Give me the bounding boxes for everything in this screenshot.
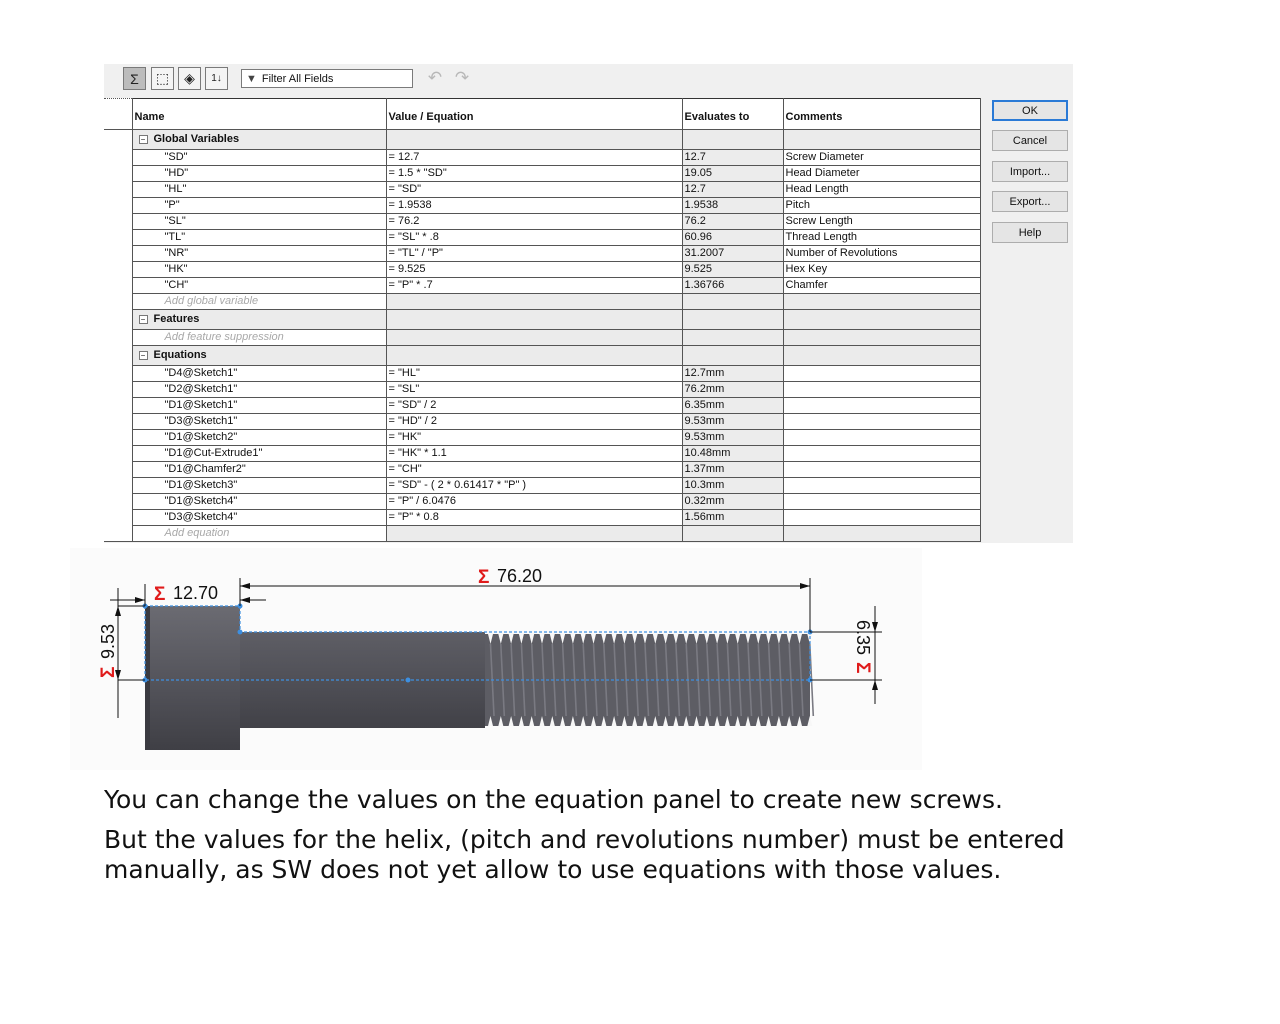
sigma-icon: Σ [478,567,490,588]
variable-comment[interactable]: Head Length [783,182,980,198]
equation-comment[interactable] [783,494,980,510]
variable-eval: 31.2007 [682,246,783,262]
table-row[interactable] [104,446,980,462]
table-row[interactable] [104,366,980,382]
equation-name[interactable]: "D1@Cut-Extrude1" [132,446,386,462]
variable-value[interactable]: = 1.9538 [386,198,682,214]
equation-comment[interactable] [783,510,980,526]
equation-value[interactable]: = "P" * 0.8 [386,510,682,526]
equation-eval: 1.37mm [682,462,783,478]
equation-eval: 76.2mm [682,382,783,398]
table-row[interactable] [104,166,980,182]
caption-line-1: You can change the values on the equation panel to create new screws. [104,785,1003,814]
row-gutter [104,99,132,130]
equation-name[interactable]: "D2@Sketch1" [132,382,386,398]
variable-comment[interactable]: Head Diameter [783,166,980,182]
variable-value[interactable]: = 76.2 [386,214,682,230]
variable-eval: 12.7 [682,182,783,198]
variable-value[interactable]: = "P" * .7 [386,278,682,294]
header-row [104,99,980,130]
variable-name[interactable]: "SL" [132,214,386,230]
add-equation-input[interactable]: Add equation [132,526,386,542]
variable-name[interactable]: "HK" [132,262,386,278]
equation-eval: 0.32mm [682,494,783,510]
group-equations[interactable] [104,346,980,366]
table-row[interactable] [104,382,980,398]
table-row[interactable] [104,198,980,214]
equation-value[interactable]: = "HL" [386,366,682,382]
equation-value[interactable]: = "CH" [386,462,682,478]
cancel-button[interactable]: Cancel [992,130,1068,151]
sigma-icon: Σ [154,584,166,605]
add-global-variable-row[interactable] [104,294,980,310]
caption-line-3: manually, as SW does not yet allow to use equations with those values. [104,855,1002,884]
table-row[interactable] [104,494,980,510]
group-label: Global Variables [153,133,240,145]
equation-comment[interactable] [783,446,980,462]
equation-name[interactable]: "D3@Sketch4" [132,510,386,526]
equation-eval: 10.48mm [682,446,783,462]
equation-value[interactable]: = "HK" [386,430,682,446]
equation-name[interactable]: "D1@Sketch3" [132,478,386,494]
variable-comment[interactable]: Hex Key [783,262,980,278]
column-header-value[interactable]: Value / Equation [386,99,682,130]
ordered-view-icon[interactable]: 1↓ [205,67,228,90]
variable-name[interactable]: "TL" [132,230,386,246]
sketch-view-icon[interactable]: ⬚ [151,67,174,90]
variable-eval: 9.525 [682,262,783,278]
equation-eval: 12.7mm [682,366,783,382]
variable-value[interactable]: = 12.7 [386,150,682,166]
variable-eval: 76.2 [682,214,783,230]
dim-head-radius-group [98,624,119,678]
redo-icon[interactable]: ↷ [454,68,470,87]
equation-name[interactable]: "D4@Sketch1" [132,366,386,382]
variable-value[interactable]: = "TL" / "P" [386,246,682,262]
equation-eval: 9.53mm [682,414,783,430]
table-row[interactable] [104,214,980,230]
group-label: Equations [153,349,207,361]
variable-comment[interactable]: Screw Diameter [783,150,980,166]
variable-comment[interactable]: Pitch [783,198,980,214]
equation-comment[interactable] [783,366,980,382]
help-button[interactable]: Help [992,222,1068,243]
filter-placeholder: Filter All Fields [261,72,334,85]
equation-eval: 1.56mm [682,510,783,526]
equation-comment[interactable] [783,382,980,398]
equation-comment[interactable] [783,478,980,494]
variable-value[interactable]: = 9.525 [386,262,682,278]
variable-comment[interactable]: Number of Revolutions [783,246,980,262]
table-row[interactable] [104,150,980,166]
equation-value[interactable]: = "SD" - ( 2 * 0.61417 * "P" ) [386,478,682,494]
equation-value[interactable]: = "SD" / 2 [386,398,682,414]
equation-value[interactable]: = "P" / 6.0476 [386,494,682,510]
variable-value[interactable]: = 1.5 * "SD" [386,166,682,182]
variable-comment[interactable]: Screw Length [783,214,980,230]
table-row[interactable] [104,230,980,246]
export-button[interactable]: Export... [992,191,1068,212]
group-features[interactable] [104,310,980,330]
filter-input[interactable] [241,69,413,88]
equation-value[interactable]: = "HD" / 2 [386,414,682,430]
screw-drawing [70,548,922,770]
import-button[interactable]: Import... [992,161,1068,182]
column-header-name[interactable]: Name [132,99,386,130]
equation-comment[interactable] [783,462,980,478]
sigma-view-icon[interactable]: Σ [123,67,146,90]
table-row[interactable] [104,278,980,294]
variable-eval: 1.36766 [682,278,783,294]
variable-eval: 19.05 [682,166,783,182]
sigma-icon: Σ [98,666,119,678]
table-row[interactable] [104,510,980,526]
dim-screw-length[interactable]: 76.20 [497,566,543,586]
add-equation-row[interactable] [104,526,980,542]
variable-name[interactable]: "NR" [132,246,386,262]
dependency-view-icon[interactable]: ◈ [178,67,201,90]
equations-dialog [104,64,1073,543]
add-global-variable-input[interactable]: Add global variable [132,294,386,310]
variable-name[interactable]: "SD" [132,150,386,166]
variable-name[interactable]: "HL" [132,182,386,198]
table-row[interactable] [104,478,980,494]
table-row[interactable] [104,398,980,414]
equation-eval: 10.3mm [682,478,783,494]
variable-eval: 1.9538 [682,198,783,214]
variable-name[interactable]: "CH" [132,278,386,294]
table-row[interactable] [104,430,980,446]
table-row[interactable] [104,182,980,198]
group-global-variables[interactable] [104,130,980,150]
dim-shank-radius-group [852,620,873,673]
table-row[interactable] [104,414,980,430]
variable-name[interactable]: "HD" [132,166,386,182]
equation-name[interactable]: "D1@Sketch2" [132,430,386,446]
collapse-icon[interactable]: − [139,315,148,324]
sigma-icon: Σ [852,662,873,674]
variable-value[interactable]: = "SD" [386,182,682,198]
table-row[interactable] [104,246,980,262]
equation-comment[interactable] [783,430,980,446]
equation-comment[interactable] [783,414,980,430]
equation-eval: 6.35mm [682,398,783,414]
dim-head-radius[interactable]: 9.53 [98,623,118,659]
undo-icon[interactable]: ↶ [427,68,443,87]
equations-table [104,98,981,542]
variable-comment[interactable]: Thread Length [783,230,980,246]
collapse-icon[interactable]: − [139,351,148,360]
column-header-comments[interactable]: Comments [783,99,980,130]
filter-icon: ▼ [246,72,257,85]
equation-name[interactable]: "D1@Chamfer2" [132,462,386,478]
dim-shank-radius[interactable]: 6.35 [853,620,873,656]
table-row[interactable] [104,262,980,278]
equation-name[interactable]: "D1@Sketch4" [132,494,386,510]
group-label: Features [153,313,200,325]
screw-head [145,606,240,750]
dim-head-length[interactable]: 12.70 [173,583,219,603]
add-feature-suppression-row[interactable] [104,330,980,346]
table-row[interactable] [104,462,980,478]
equation-name[interactable]: "D1@Sketch1" [132,398,386,414]
variable-eval: 12.7 [682,150,783,166]
caption-line-2: But the values for the helix, (pitch and revolutions number) must be entered [104,825,1065,854]
equation-eval: 9.53mm [682,430,783,446]
equation-comment[interactable] [783,398,980,414]
variable-value[interactable]: = "SL" * .8 [386,230,682,246]
variable-comment[interactable]: Chamfer [783,278,980,294]
equation-value[interactable]: = "SL" [386,382,682,398]
ok-button[interactable]: OK [992,100,1068,121]
equation-name[interactable]: "D3@Sketch1" [132,414,386,430]
collapse-icon[interactable]: − [139,135,148,144]
toolbar [104,64,1073,94]
variable-eval: 60.96 [682,230,783,246]
equation-value[interactable]: = "HK" * 1.1 [386,446,682,462]
variable-name[interactable]: "P" [132,198,386,214]
add-feature-suppression-input[interactable]: Add feature suppression [132,330,386,346]
column-header-evaluates[interactable]: Evaluates to [682,99,783,130]
